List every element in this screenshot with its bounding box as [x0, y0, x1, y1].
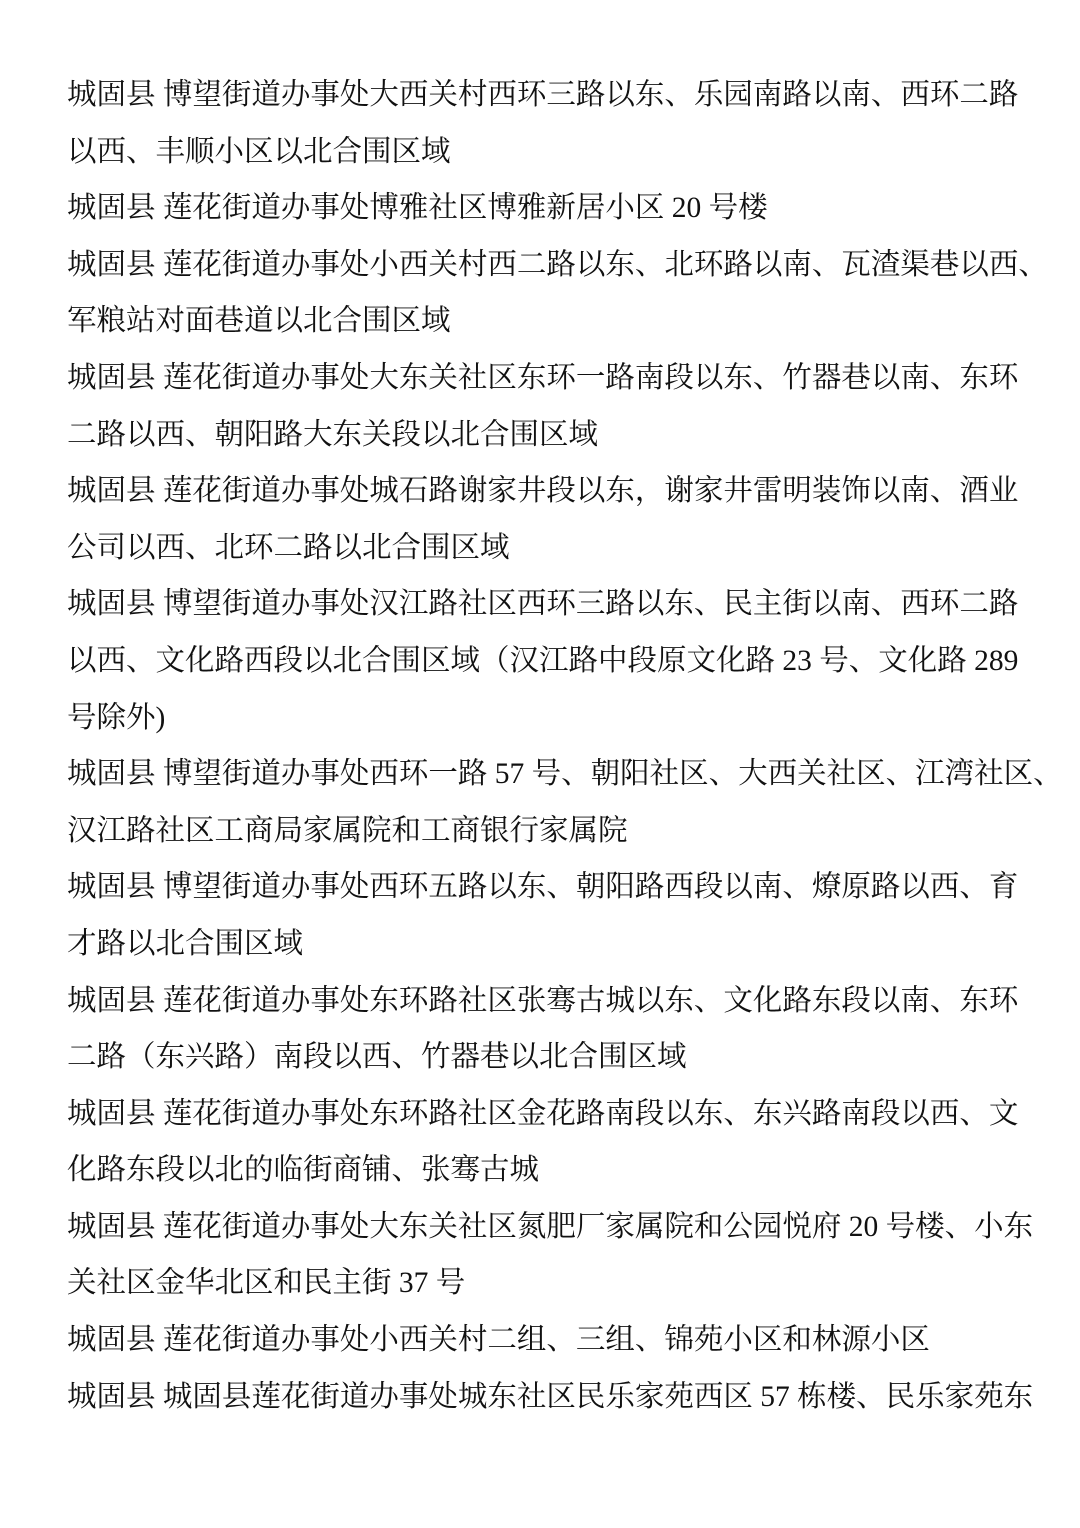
area-entry [67, 67, 1027, 180]
area-entry [67, 1086, 1027, 1199]
entry-line: 城固县 博望街道办事处西环五路以东、朝阳路西段以南、燎原路以西、育 [67, 871, 1019, 904]
entry-line: 城固县 莲花街道办事处小西关村二组、三组、锦苑小区和林源小区 [67, 1324, 930, 1357]
entry-line: 城固县 莲花街道办事处东环路社区金花路南段以东、东兴路南段以西、文 [67, 1097, 1019, 1130]
entry-line: 城固县 博望街道办事处汉江路社区西环三路以东、民主街以南、西环二路 [67, 588, 1019, 621]
area-entry [67, 1199, 1034, 1312]
area-entry [67, 1312, 1027, 1369]
entry-line: 城固县 博望街道办事处西环一路 57 号、朝阳社区、大西关社区、江湾社区、 [67, 758, 1063, 791]
entry-line: 二路以西、朝阳路大东关段以北合围区域 [67, 418, 599, 451]
entry-line: 公司以西、北环二路以北合围区域 [67, 531, 510, 564]
entry-line: 城固县 莲花街道办事处东环路社区张骞古城以东、文化路东段以南、东环 [67, 984, 1019, 1017]
entry-line: 号除外) [67, 701, 166, 734]
area-entry [67, 350, 1027, 463]
entry-line: 汉江路社区工商局家属院和工商银行家属院 [67, 814, 628, 847]
entry-line: 城固县 莲花街道办事处大东关社区东环一路南段以东、竹器巷以南、东环 [67, 361, 1019, 394]
entry-line: 以西、丰顺小区以北合围区域 [67, 135, 451, 168]
area-entry [67, 746, 1063, 859]
area-entry [67, 463, 1027, 576]
area-entry [67, 1369, 1034, 1426]
entry-line: 城固县 莲花街道办事处博雅社区博雅新居小区 20 号楼 [67, 192, 768, 225]
document-body [67, 67, 1063, 1425]
entry-line: 才路以北合围区域 [67, 927, 304, 960]
area-entry [67, 180, 1027, 237]
area-entry [67, 973, 1027, 1086]
entry-line: 城固县 莲花街道办事处大东关社区氮肥厂家属院和公园悦府 20 号楼、小东 [67, 1210, 1034, 1243]
area-entry [67, 859, 1027, 972]
entry-line: 以西、文化路西段以北合围区域（汉江路中段原文化路 23 号、文化路 289 [67, 644, 1019, 677]
entry-line: 城固县 莲花街道办事处城石路谢家井段以东，谢家井雷明装饰以南、酒业 [67, 475, 1019, 508]
entry-line: 城固县 莲花街道办事处小西关村西二路以东、北环路以南、瓦渣渠巷以西、 [67, 248, 1048, 281]
entry-line: 城固县 城固县莲花街道办事处城东社区民乐家苑西区 57 栋楼、民乐家苑东 [67, 1380, 1034, 1413]
area-entry [67, 237, 1048, 350]
entry-line: 关社区金华北区和民主街 37 号 [67, 1267, 466, 1300]
entry-line: 二路（东兴路）南段以西、竹器巷以北合围区域 [67, 1041, 687, 1074]
entry-line: 城固县 博望街道办事处大西关村西环三路以东、乐园南路以南、西环二路 [67, 79, 1019, 111]
entry-line: 化路东段以北的临街商铺、张骞古城 [67, 1154, 540, 1187]
area-entry [67, 576, 1027, 746]
entry-line: 军粮站对面巷道以北合围区域 [67, 305, 451, 338]
